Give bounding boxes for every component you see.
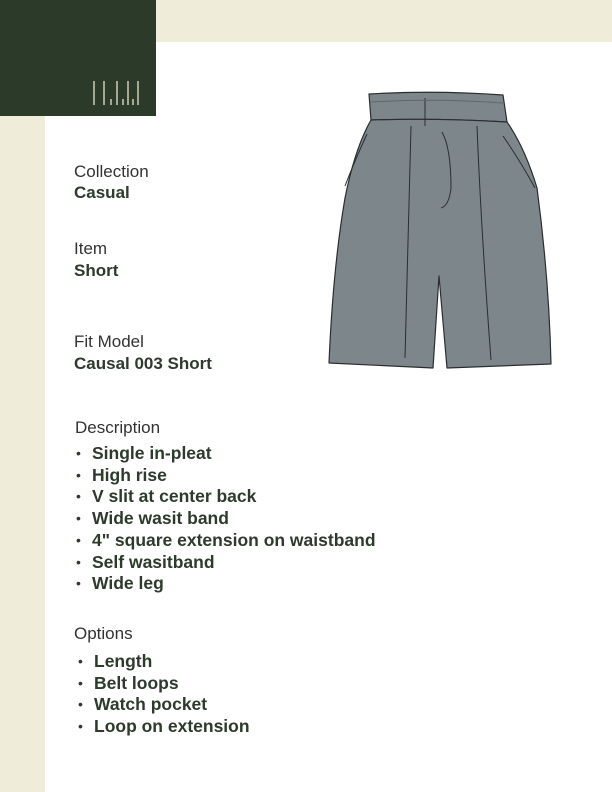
brand-logo-block — [0, 0, 156, 116]
bullet-icon: • — [78, 653, 83, 669]
brand-logo-icon — [92, 80, 140, 106]
bullet-icon: • — [78, 696, 83, 713]
description-item: • Self wasitband — [76, 551, 215, 572]
bullet-icon: • — [76, 466, 81, 483]
options-item: • Length — [78, 651, 153, 671]
bullet-icon: • — [78, 718, 83, 735]
options-item: • Watch pocket — [78, 694, 208, 715]
bullet-icon: • — [76, 510, 81, 527]
description-item: • High rise — [76, 464, 167, 485]
description-item: • V slit at center back — [76, 486, 257, 507]
description-item: • Wide wasit band — [76, 508, 229, 529]
shorts-illustration — [325, 88, 557, 376]
bullet-icon: • — [76, 488, 81, 505]
bullet-icon: • — [76, 445, 81, 461]
item-label: Item — [74, 239, 108, 258]
bullet-icon: • — [76, 575, 81, 592]
collection-value: Casual — [74, 183, 130, 202]
description-list — [74, 443, 376, 595]
description-heading: Description — [75, 418, 161, 437]
fit-model-value: Causal 003 Short — [74, 354, 212, 373]
item-value: Short — [74, 261, 119, 280]
fit-model-label: Fit Model — [74, 332, 144, 351]
description-item: • 4" square extension on waistband — [76, 529, 376, 550]
bullet-icon: • — [76, 531, 81, 548]
collection-label: Collection — [74, 162, 149, 181]
bullet-icon: • — [78, 674, 83, 691]
options-list — [76, 651, 250, 738]
cream-top-band — [156, 0, 612, 42]
options-item: • Loop on extension — [78, 716, 250, 737]
options-item: • Belt loops — [78, 672, 179, 693]
description-item: • Single in-pleat — [76, 443, 212, 463]
description-item: • Wide leg — [76, 573, 164, 594]
bullet-icon: • — [76, 553, 81, 570]
cream-left-band — [0, 116, 45, 792]
options-heading: Options — [74, 624, 133, 643]
